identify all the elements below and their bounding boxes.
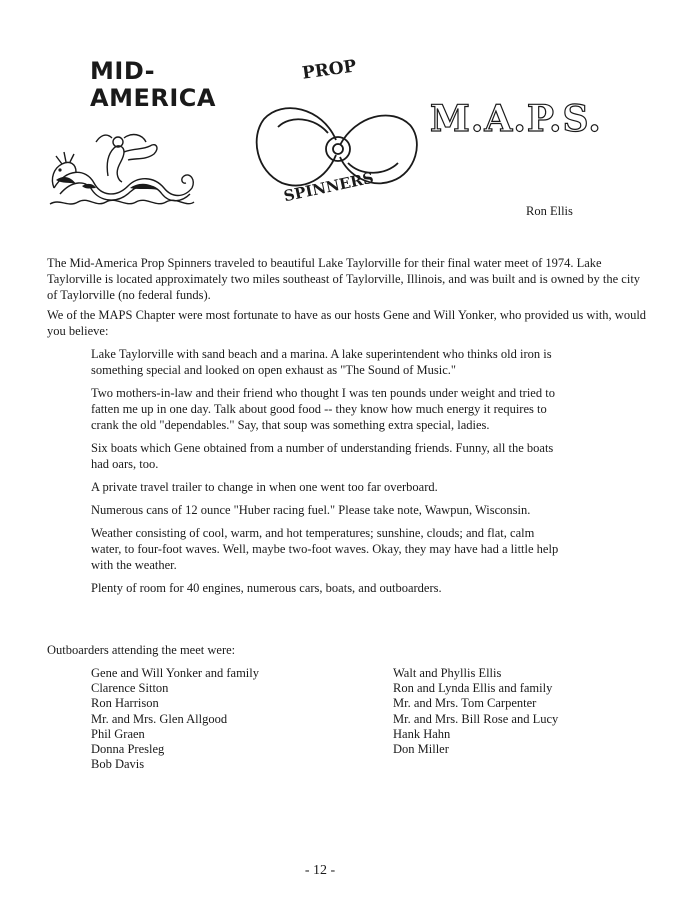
attendee-name: Ron and Lynda Ellis and family (393, 681, 553, 696)
attendee-name: Gene and Will Yonker and family (91, 666, 259, 680)
attendee-name: Clarence Sitton (91, 681, 169, 696)
attendee-name: Mr. and Mrs. Bill Rose and Lucy (393, 711, 559, 726)
logo-america-line: AMERICA (90, 84, 216, 112)
attendees-right-column (393, 666, 558, 757)
list-item: Lake Taylorville with sand beach and a marina. A lake superintendent who thinks old iron is something special and looked on open exhaust as "The Sound of Music." (91, 347, 552, 377)
attendee-name: Walt and Phyllis Ellis (393, 666, 502, 680)
list-item: Weather consisting of cool, warm, and hot temperatures; sunshine, clouds; and flat, calm water, to four-foot waves. Well, maybe two-foot waves. Okay, they may have had a little help with the weather. (91, 526, 559, 572)
author-name: Ron Ellis (526, 204, 573, 218)
list-item: Plenty of room for 40 engines, numerous cars, boats, and outboarders. (91, 581, 442, 595)
list-item: Numerous cans of 12 ounce "Huber racing fuel." Please take note, Wawpun, Wisconsin. (91, 503, 531, 517)
attendee-name: Mr. and Mrs. Glen Allgood (91, 711, 228, 726)
logo-mid-america (90, 58, 216, 112)
page-number: - 12 - (304, 863, 336, 878)
attendees-heading: Outboarders attending the meet were: (47, 643, 236, 657)
intro-paragraph: The Mid-America Prop Spinners traveled to beautiful Lake Taylorville for their final water meet of 1974. Lake Taylorville is located approximately two miles southeast of Taylorville, Illinois, and was built and is owned by the city of Taylorville (no federal funds). (47, 256, 641, 302)
list-item: A private travel trailer to change in when one went too far overboard. (91, 480, 438, 494)
logo-maps-text: M.A.P.S. (430, 98, 602, 140)
attendee-name: Phil Graen (91, 726, 145, 741)
attendee-name: Don Miller (393, 742, 449, 757)
attendee-name: Donna Presleg (91, 742, 165, 757)
attendee-name: Mr. and Mrs. Tom Carpenter (393, 696, 537, 711)
logo-prop-text: PROP (300, 56, 358, 84)
provisions-list (91, 346, 561, 603)
attendee-name: Bob Davis (91, 757, 145, 772)
list-item: Two mothers-in-law and their friend who thought I was ten pounds under weight and tried to fatten me up in one day. Talk about good food -- they know how much energy it requires to crank the old "dependables." Say, that soup was something extra special, ladies. (91, 386, 555, 432)
attendee-name: Ron Harrison (91, 696, 159, 711)
hosts-paragraph: We of the MAPS Chapter were most fortunate to have as our hosts Gene and Will Yonker, who provided us with, would you believe: (47, 308, 647, 338)
attendee-name: Hank Hahn (393, 726, 451, 741)
logo-spinners-text: SPINNERS (282, 168, 376, 206)
attendees-left-column (91, 666, 259, 772)
mermaid-serpent-icon (46, 128, 196, 210)
list-item: Six boats which Gene obtained from a number of understanding friends. Funny, all the boats had oars, too. (91, 441, 554, 471)
logo-mid-line: MID- (90, 57, 156, 85)
